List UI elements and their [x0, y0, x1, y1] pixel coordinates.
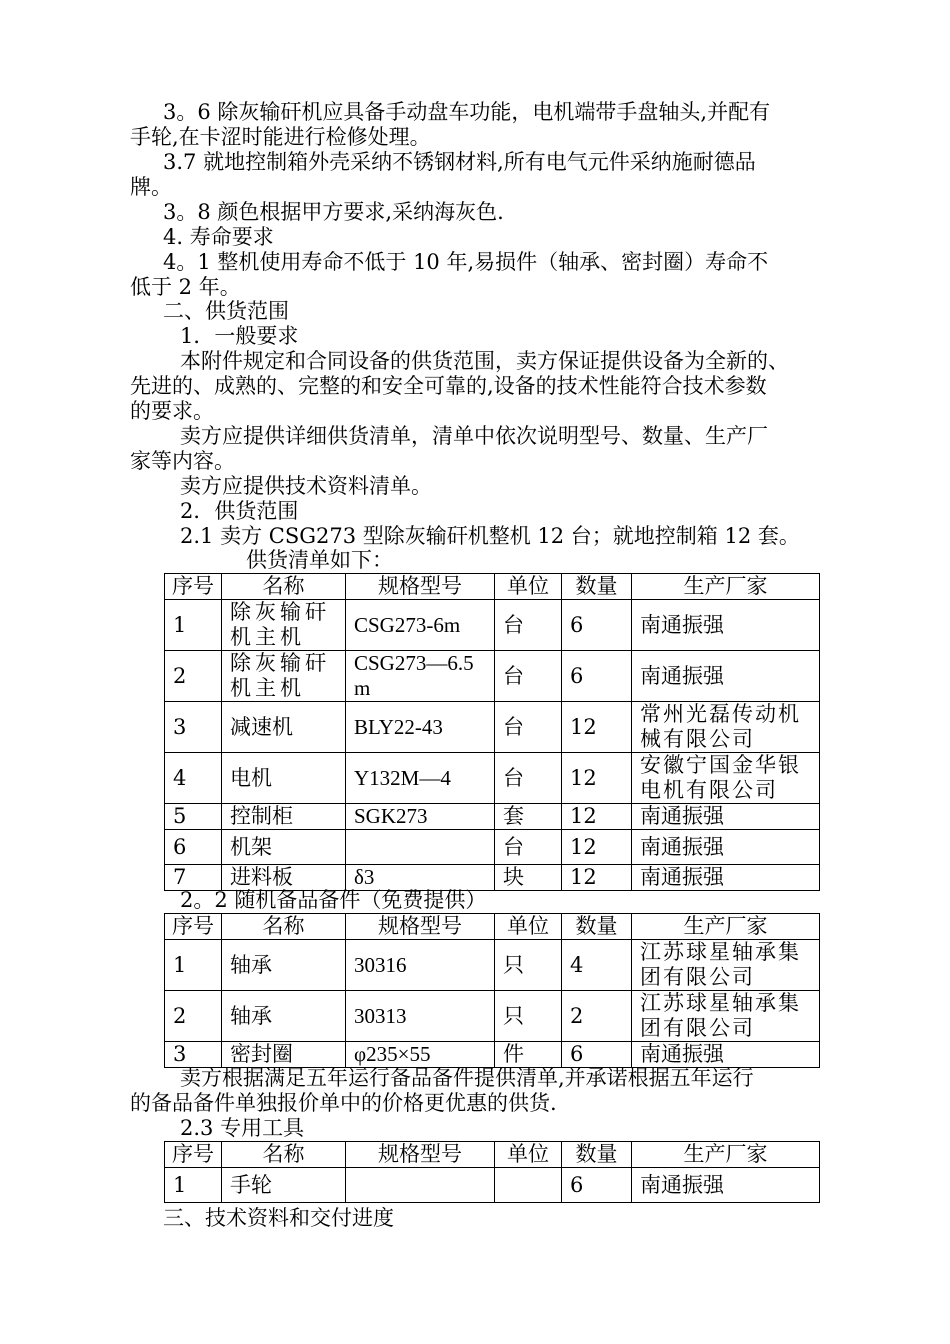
cell-maker: 南通振强 [632, 804, 820, 830]
table-row [165, 804, 820, 830]
heading-tools: 2.3 专用工具 [180, 1116, 305, 1140]
cell-spec: 30313 [346, 991, 495, 1042]
cell-no: 4 [165, 753, 222, 804]
cell-no: 3 [165, 1042, 222, 1068]
cell-name: 除灰输矸机主机 [222, 600, 346, 651]
header-maker: 生产厂家 [632, 574, 820, 600]
cell-no: 7 [165, 865, 222, 891]
header-no: 序号 [165, 914, 222, 940]
cell-unit: 套 [495, 804, 562, 830]
cell-no: 3 [165, 702, 222, 753]
table-header-row [165, 1142, 820, 1168]
header-name: 名称 [222, 574, 346, 600]
supply-table [164, 573, 820, 891]
table-header-row [165, 574, 820, 600]
paragraph-scope-line3: 的要求。 [130, 399, 214, 423]
header-maker: 生产厂家 [632, 1142, 820, 1168]
cell-maker: 江苏球星轴承集团有限公司 [632, 940, 820, 991]
table-header-row [165, 914, 820, 940]
cell-qty: 6 [562, 1168, 632, 1203]
cell-name: 机架 [222, 830, 346, 865]
cell-qty: 12 [562, 753, 632, 804]
cell-qty: 6 [562, 651, 632, 702]
cell-no: 1 [165, 1168, 222, 1203]
cell-no: 6 [165, 830, 222, 865]
paragraph-list-line2: 家等内容。 [130, 449, 235, 473]
header-name: 名称 [222, 1142, 346, 1168]
header-no: 序号 [165, 574, 222, 600]
header-qty: 数量 [562, 1142, 632, 1168]
cell-qty: 6 [562, 600, 632, 651]
cell-qty: 12 [562, 804, 632, 830]
cell-unit: 只 [495, 991, 562, 1042]
table-row [165, 865, 820, 891]
paragraph-4-1-line1: 4。1 整机使用寿命不低于 10 年,易损件（轴承、密封圈）寿命不 [163, 250, 769, 274]
cell-name: 密封圈 [222, 1042, 346, 1068]
cell-maker: 南通振强 [632, 600, 820, 651]
cell-qty: 12 [562, 702, 632, 753]
heading-supply-scope: 2．供货范围 [180, 499, 299, 523]
header-unit: 单位 [495, 574, 562, 600]
table-row [165, 1168, 820, 1203]
cell-qty: 12 [562, 830, 632, 865]
header-spec: 规格型号 [346, 1142, 495, 1168]
cell-name: 除灰输矸机主机 [222, 651, 346, 702]
header-unit: 单位 [495, 1142, 562, 1168]
paragraph-scope-line1: 本附件规定和合同设备的供货范围，卖方保证提供设备为全新的、 [180, 349, 789, 373]
cell-qty: 6 [562, 1042, 632, 1068]
cell-no: 5 [165, 804, 222, 830]
cell-name: 进料板 [222, 865, 346, 891]
paragraph-list-line1: 卖方应提供详细供货清单，清单中依次说明型号、数量、生产厂 [180, 424, 768, 448]
cell-unit: 只 [495, 940, 562, 991]
header-spec: 规格型号 [346, 914, 495, 940]
cell-name: 减速机 [222, 702, 346, 753]
cell-maker: 南通振强 [632, 830, 820, 865]
cell-unit: 块 [495, 865, 562, 891]
cell-qty: 4 [562, 940, 632, 991]
table-row [165, 940, 820, 991]
cell-spec: φ235×55 [346, 1042, 495, 1068]
paragraph-list-intro: 供货清单如下： [246, 548, 393, 572]
paragraph-3-7-line1: 3.7 就地控制箱外壳采纳不锈钢材料,所有电气元件采纳施耐德品 [163, 150, 756, 174]
header-qty: 数量 [562, 574, 632, 600]
paragraph-3-6-line1: 3。6 除灰输矸机应具备手动盘车功能，电机端带手盘轴头,并配有 [163, 100, 771, 124]
cell-maker: 南通振强 [632, 1042, 820, 1068]
cell-name: 手轮 [222, 1168, 346, 1203]
paragraph-3-7-line2: 牌。 [130, 175, 172, 199]
cell-no: 1 [165, 600, 222, 651]
section-heading-supply: 二、供货范围 [163, 299, 289, 323]
cell-spec: δ3 [346, 865, 495, 891]
cell-maker: 安徽宁国金华银电机有限公司 [632, 753, 820, 804]
tools-table [164, 1141, 820, 1203]
cell-unit [495, 1168, 562, 1203]
cell-maker: 江苏球星轴承集团有限公司 [632, 991, 820, 1042]
cell-qty: 2 [562, 991, 632, 1042]
paragraph-scope-line2: 先进的、成熟的、完整的和安全可靠的,设备的技术性能符合技术参数 [130, 374, 767, 398]
cell-unit: 台 [495, 702, 562, 753]
paragraph-spares-line2: 的备品备件单独报价单中的价格更优惠的供货. [130, 1091, 557, 1115]
heading-spares: 2。2 随机备品备件（免费提供） [180, 888, 487, 912]
cell-spec: Y132M—4 [346, 753, 495, 804]
cell-spec: BLY22-43 [346, 702, 495, 753]
header-maker: 生产厂家 [632, 914, 820, 940]
section-heading-tech-docs: 三、技术资料和交付进度 [163, 1206, 394, 1230]
cell-unit: 台 [495, 830, 562, 865]
cell-no: 1 [165, 940, 222, 991]
header-no: 序号 [165, 1142, 222, 1168]
cell-qty: 12 [562, 865, 632, 891]
table-row [165, 600, 820, 651]
cell-unit: 台 [495, 651, 562, 702]
paragraph-spares-line1: 卖方根据满足五年运行备品备件提供清单,并承诺根据五年运行 [180, 1066, 754, 1090]
table-row [165, 830, 820, 865]
table-row [165, 991, 820, 1042]
cell-unit: 台 [495, 753, 562, 804]
cell-maker: 常州光磊传动机械有限公司 [632, 702, 820, 753]
cell-maker: 南通振强 [632, 651, 820, 702]
heading-general-requirements: 1．一般要求 [180, 324, 299, 348]
cell-maker: 南通振强 [632, 1168, 820, 1203]
header-qty: 数量 [562, 914, 632, 940]
cell-name: 轴承 [222, 940, 346, 991]
table-row [165, 702, 820, 753]
cell-spec: CSG273—6.5m [346, 651, 495, 702]
paragraph-tech-docs: 卖方应提供技术资料清单。 [180, 474, 432, 498]
cell-name: 电机 [222, 753, 346, 804]
cell-name: 控制柜 [222, 804, 346, 830]
paragraph-4-1-line2: 低于 2 年。 [130, 275, 241, 299]
table-row [165, 753, 820, 804]
cell-unit: 台 [495, 600, 562, 651]
cell-spec: SGK273 [346, 804, 495, 830]
cell-no: 2 [165, 991, 222, 1042]
cell-spec [346, 830, 495, 865]
heading-lifetime: 4. 寿命要求 [163, 225, 274, 249]
cell-unit: 件 [495, 1042, 562, 1068]
cell-name: 轴承 [222, 991, 346, 1042]
header-spec: 规格型号 [346, 574, 495, 600]
paragraph-3-8: 3。8 颜色根据甲方要求,采纳海灰色. [163, 200, 504, 224]
spares-table [164, 913, 820, 1068]
cell-spec [346, 1168, 495, 1203]
paragraph-3-6-line2: 手轮,在卡涩时能进行检修处理。 [130, 125, 431, 149]
table-row [165, 1042, 820, 1068]
header-name: 名称 [222, 914, 346, 940]
cell-spec: 30316 [346, 940, 495, 991]
table-row [165, 651, 820, 702]
header-unit: 单位 [495, 914, 562, 940]
cell-no: 2 [165, 651, 222, 702]
paragraph-2-1: 2.1 卖方 CSG273 型除灰输矸机整机 12 台；就地控制箱 12 套。 [180, 524, 800, 548]
cell-maker: 南通振强 [632, 865, 820, 891]
cell-spec: CSG273-6m [346, 600, 495, 651]
